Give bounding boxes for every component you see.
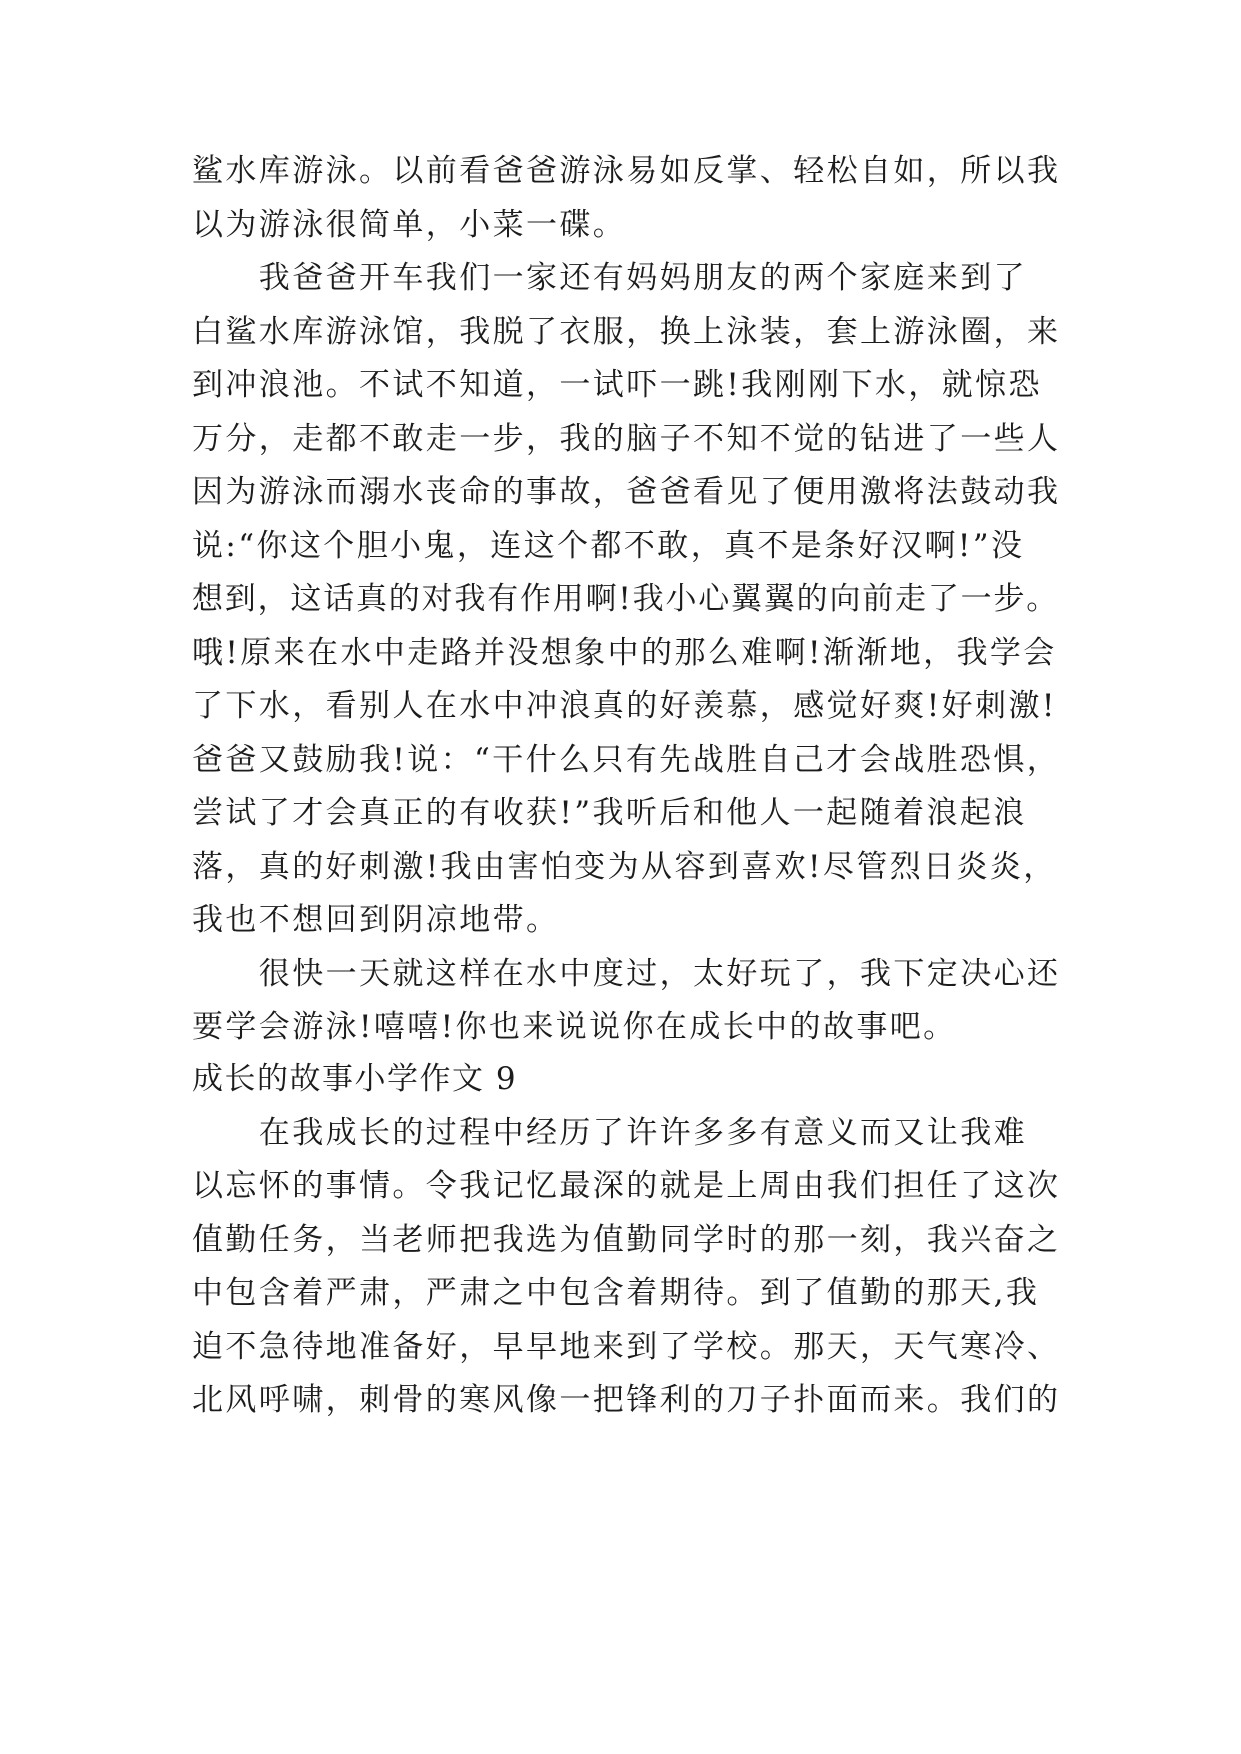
text-line: 我爸爸开车我们一家还有妈妈朋友的两个家庭来到了	[192, 260, 1027, 296]
text-line: 在我成长的过程中经历了许许多多有意义而又让我难	[192, 1115, 1027, 1151]
text-line: 因为游泳而溺水丧命的事故，爸爸看见了便用激将法鼓动我	[192, 474, 1061, 510]
text-line: 要学会游泳!嘻嘻!你也来说说你在成长中的故事吧。	[192, 1009, 957, 1045]
text-line: 落，真的好刺激!我由害怕变为从容到喜欢!尽管烈日炎炎，	[192, 849, 1057, 885]
text-line: 了下水，看别人在水中冲浪真的好羡慕，感觉好爽!好刺激!	[192, 688, 1057, 724]
text-line: 迫不急待地准备好，早早地来到了学校。那天，天气寒冷、	[192, 1329, 1061, 1365]
text-line: 哦!原来在水中走路并没想象中的那么难啊!渐渐地，我学会	[192, 635, 1057, 671]
text-line: 说:“你这个胆小鬼，连这个都不敢，真不是条好汉啊!”没	[192, 528, 1025, 564]
text-line: 北风呼啸，刺骨的寒风像一把锋利的刀子扑面而来。我们的	[192, 1382, 1061, 1418]
text-line: 白鲨水库游泳馆，我脱了衣服，换上泳装，套上游泳圈，来	[192, 314, 1061, 350]
text-line: 鲨水库游泳。以前看爸爸游泳易如反掌、轻松自如，所以我	[192, 153, 1061, 189]
text-line: 万分，走都不敢走一步，我的脑子不知不觉的钻进了一些人	[192, 421, 1061, 457]
text-line: 值勤任务，当老师把我选为值勤同学时的那一刻，我兴奋之	[192, 1222, 1061, 1258]
text-line: 以为游泳很简单，小菜一碟。	[192, 207, 627, 243]
text-line: 很快一天就这样在水中度过，太好玩了，我下定决心还	[192, 956, 1061, 992]
text-line: 尝试了才会真正的有收获!”我听后和他人一起随着浪起浪	[192, 795, 1027, 831]
text-line: 我也不想回到阴凉地带。	[192, 902, 560, 938]
text-line: 以忘怀的事情。令我记忆最深的就是上周由我们担任了这次	[192, 1168, 1061, 1204]
text-line: 爸爸又鼓励我!说：“干什么只有先战胜自己才会战胜恐惧，	[192, 742, 1061, 778]
text-line: 到冲浪池。不试不知道，一试吓一跳!我刚刚下水，就惊恐	[192, 367, 1042, 403]
section-heading: 成长的故事小学作文 9	[192, 1061, 518, 1097]
text-line: 想到，这话真的对我有作用啊!我小心翼翼的向前走了一步。	[192, 581, 1060, 617]
text-line: 中包含着严肃，严肃之中包含着期待。到了值勤的那天,我	[192, 1275, 1040, 1311]
